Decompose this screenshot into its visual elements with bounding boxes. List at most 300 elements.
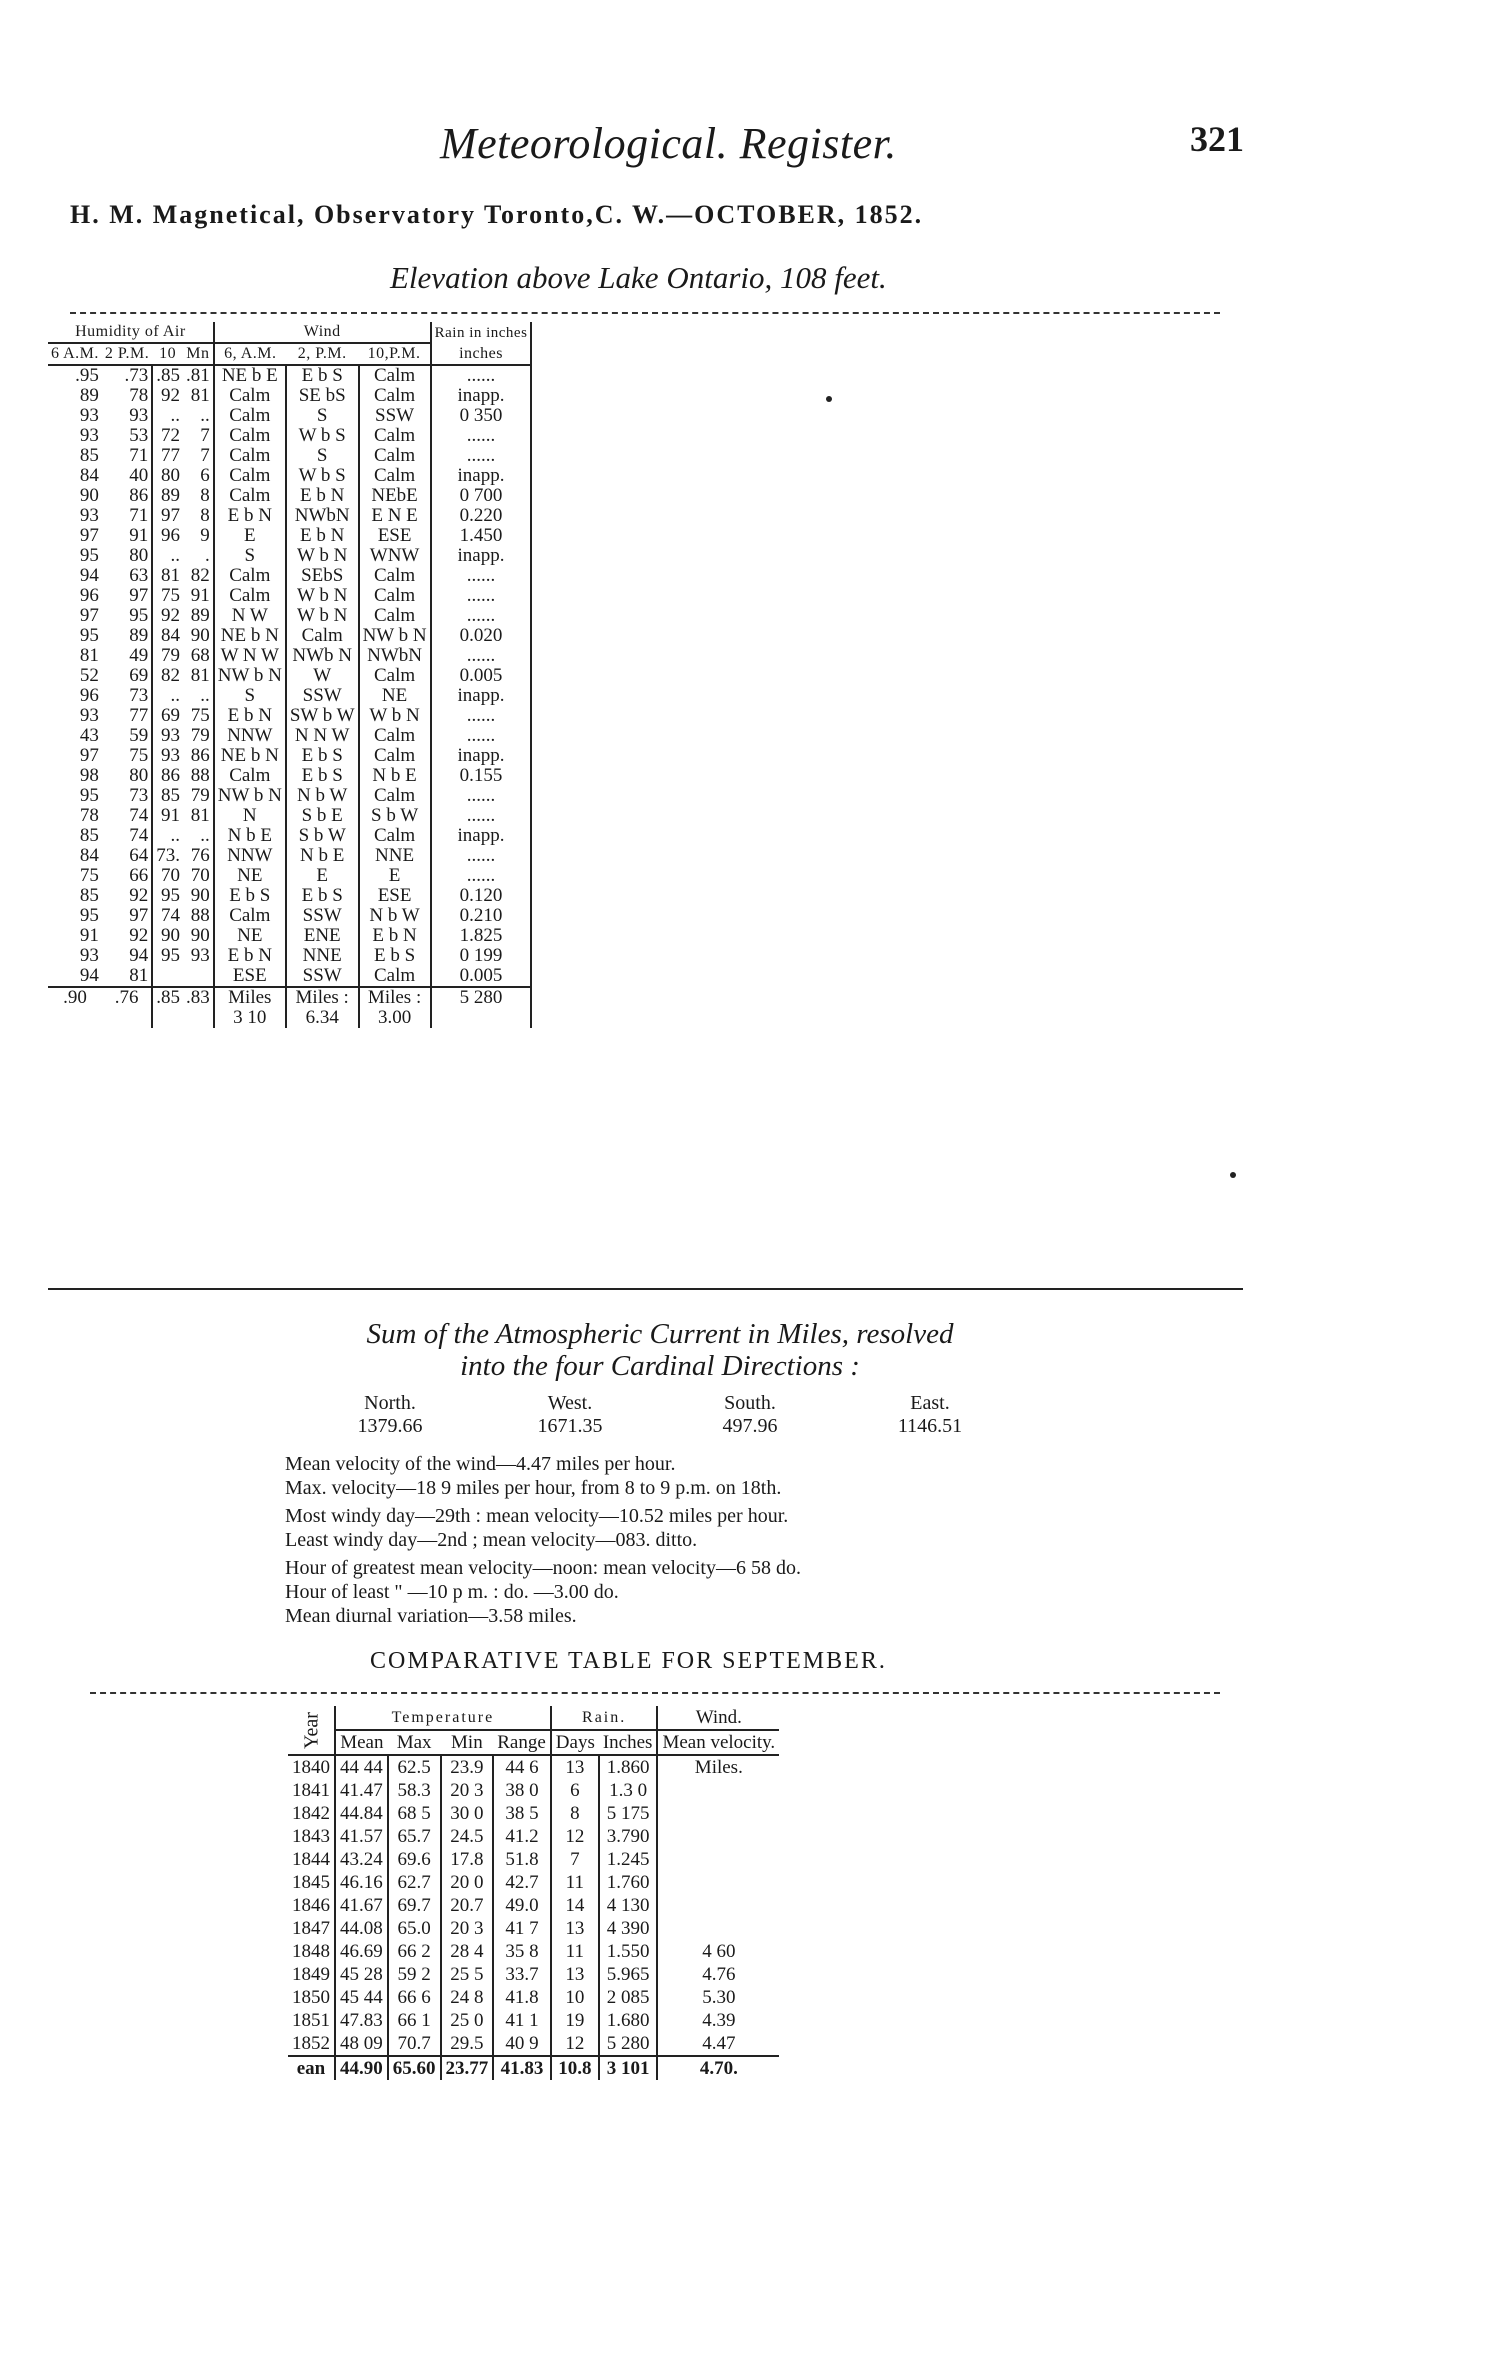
register-cell: NW b N (359, 626, 431, 646)
register-cell: 85 (161, 785, 181, 806)
comparative-cell: 44 6 (493, 1755, 551, 1779)
comparative-column-header: Min (451, 1732, 483, 1753)
register-cell: 79 (183, 726, 214, 746)
register-cell: NW b N (214, 666, 286, 686)
register-cell: 95 (102, 606, 152, 626)
register-column-header: inches (431, 343, 532, 365)
comparative-mean-cell: 41.83 (493, 2056, 551, 2080)
register-cell: 0.210 (431, 906, 532, 926)
register-cell: 1.450 (431, 526, 532, 546)
register-cell: 86 (161, 765, 181, 786)
register-cell: 84 (79, 465, 99, 486)
register-cell: 63 (102, 566, 152, 586)
comparative-cell: 25 0 (441, 2009, 494, 2032)
comparative-cell: 41 1 (493, 2009, 551, 2032)
comparative-cell: 46.16 (335, 1871, 388, 1894)
register-cell: 68 (183, 646, 214, 666)
register-row (48, 606, 531, 626)
register-total-cell (102, 1008, 152, 1028)
register-cell: .. (170, 825, 181, 846)
comparative-row (288, 1871, 779, 1894)
comparative-cell: 11 (551, 1940, 599, 1963)
register-cell: . (183, 546, 214, 566)
register-cell: .85 (156, 365, 181, 386)
register-cell: 72 (161, 425, 181, 446)
comparative-cell: 38 5 (493, 1802, 551, 1825)
register-cell: SSW (359, 406, 431, 426)
register-cell: N (214, 806, 286, 826)
comparative-cell: 45 28 (335, 1963, 388, 1986)
register-column-header: 10 (152, 343, 183, 365)
comparative-cell: 48 09 (335, 2032, 388, 2056)
register-cell: 90 (183, 626, 214, 646)
register-cell: .. (170, 685, 181, 706)
register-cell: 95 (79, 545, 99, 566)
register-cell: W b N (286, 586, 359, 606)
register-cell: 94 (79, 565, 99, 586)
register-cell: E (286, 866, 359, 886)
register-total-cell: .90 (48, 987, 102, 1008)
register-total-cell: 5 280 (431, 987, 532, 1008)
comparative-cell (657, 1825, 779, 1848)
register-total-cell: Miles : (286, 987, 359, 1008)
register-column-header: 2, P.M. (286, 343, 359, 365)
comparative-cell: 5 175 (599, 1802, 658, 1825)
wind-note: Mean velocity of the wind—4.47 miles per hour. (285, 1453, 676, 1475)
register-total-cell: Miles : (359, 987, 431, 1008)
comparative-cell: 24.5 (441, 1825, 494, 1848)
register-cell: NWbN (359, 646, 431, 666)
comparative-row (288, 1802, 779, 1825)
comparative-cell: 1846 (288, 1894, 335, 1917)
comparative-cell: 5 280 (599, 2032, 658, 2056)
register-cell: 82 (161, 665, 181, 686)
register-row (48, 546, 531, 566)
register-cell: Calm (359, 726, 431, 746)
comparative-table-wrap (288, 1706, 779, 2080)
register-cell: 74 (102, 826, 152, 846)
comparative-cell: 43.24 (335, 1848, 388, 1871)
comparative-cell (657, 1917, 779, 1940)
comparative-cell: 62.5 (388, 1755, 441, 1779)
register-cell: S b E (286, 806, 359, 826)
register-total-cell: .85 (152, 987, 183, 1008)
register-cell: ESE (359, 526, 431, 546)
register-cell: 75 (183, 706, 214, 726)
register-cell: 40 (102, 466, 152, 486)
register-cell: 93 (79, 945, 99, 966)
register-cell: E b N (214, 946, 286, 966)
register-cell: E b S (286, 746, 359, 766)
register-cell: 88 (183, 766, 214, 786)
register-cell: 92 (102, 926, 152, 946)
comparative-cell: 68 5 (388, 1802, 441, 1825)
register-cell: W b N (286, 606, 359, 626)
register-total-cell (183, 1008, 214, 1028)
register-cell: 95 (161, 945, 181, 966)
register-column-header: 10,P.M. (359, 343, 431, 365)
register-cell: Calm (214, 406, 286, 426)
register-cell: ...... (431, 706, 532, 726)
comparative-cell: 42.7 (493, 1871, 551, 1894)
comparative-row (288, 1779, 779, 1802)
register-row (48, 826, 531, 846)
register-total-cell (431, 1008, 532, 1028)
register-cell: NWbN (286, 506, 359, 526)
register-cell: E b N (359, 926, 431, 946)
register-cell: S (286, 446, 359, 466)
register-cell: NW b N (214, 786, 286, 806)
register-cell: 97 (102, 906, 152, 926)
register-cell: 89 (161, 485, 181, 506)
comparative-cell: 4 60 (702, 1941, 736, 1962)
register-cell (152, 966, 183, 987)
summary-title-line1: Sum of the Atmospheric Current in Miles, resolved (366, 1318, 954, 1350)
register-cell: 1.825 (431, 926, 532, 946)
comparative-cell: 65.7 (388, 1825, 441, 1848)
register-row (48, 446, 531, 466)
register-cell: 9 (183, 526, 214, 546)
register-cell: inapp. (431, 826, 532, 846)
register-row (48, 906, 531, 926)
comparative-cell: 20 3 (441, 1779, 494, 1802)
register-cell: 92 (161, 385, 181, 406)
register-cell: 93 (102, 406, 152, 426)
comparative-cell: 13 (551, 1755, 599, 1779)
register-cell: 91 (161, 805, 181, 826)
register-row (48, 966, 531, 987)
register-cell: Calm (214, 426, 286, 446)
register-cell: NWb N (286, 646, 359, 666)
register-cell: E b S (286, 365, 359, 386)
register-cell: S (214, 546, 286, 566)
comparative-cell (657, 1802, 779, 1825)
register-cell: NNE (359, 846, 431, 866)
register-row (48, 566, 531, 586)
comparative-mean-cell: 10.8 (551, 2056, 599, 2080)
register-bottom-rule (48, 1288, 1243, 1290)
register-cell: 92 (102, 886, 152, 906)
register-cell: 85 (79, 825, 99, 846)
register-cell: 7 (183, 446, 214, 466)
comparative-column-header: Mean (340, 1732, 384, 1753)
register-cell: 94 (79, 965, 99, 986)
direction-value: 1379.66 (357, 1415, 423, 1437)
register-cell: W b N (286, 546, 359, 566)
register-cell: ...... (431, 806, 532, 826)
register-cell: inapp. (431, 386, 532, 406)
register-cell: Calm (359, 746, 431, 766)
register-row (48, 426, 531, 446)
comparative-row (288, 1940, 779, 1963)
comparative-cell (657, 1871, 779, 1894)
register-cell: E b N (286, 526, 359, 546)
comparative-cell: 2 085 (599, 1986, 658, 2009)
comparative-cell (657, 1848, 779, 1871)
register-cell: 84 (161, 625, 181, 646)
register-cell: 81 (183, 666, 214, 686)
register-cell: 97 (102, 586, 152, 606)
register-row (48, 786, 531, 806)
direction-label: West. (547, 1392, 593, 1414)
register-cell: 80 (102, 546, 152, 566)
comparative-column-header: Max (396, 1732, 432, 1753)
register-cell: N b E (286, 846, 359, 866)
register-total-cell: .76 (102, 987, 152, 1008)
comparative-cell: 5.30 (702, 1987, 736, 2008)
register-cell: 90 (183, 886, 214, 906)
comparative-cell: 24 8 (441, 1986, 494, 2009)
register-row (48, 506, 531, 526)
comparative-cell: 4.47 (702, 2033, 736, 2054)
comparative-cell: 1.860 (599, 1755, 658, 1779)
register-cell: 77 (161, 445, 181, 466)
register-cell: 81 (183, 806, 214, 826)
comparative-cell: 40 9 (493, 2032, 551, 2056)
comparative-cell: 59 2 (388, 1963, 441, 1986)
comparative-cell: 1852 (288, 2032, 335, 2056)
register-cell: NE b N (214, 626, 286, 646)
register-row (48, 706, 531, 726)
register-cell: ...... (431, 846, 532, 866)
register-row (48, 866, 531, 886)
direction-label: South. (724, 1392, 776, 1414)
register-cell: E (214, 526, 286, 546)
register-cell: 91 (102, 526, 152, 546)
register-cell: E b S (286, 886, 359, 906)
register-row (48, 926, 531, 946)
register-cell: E b S (359, 946, 431, 966)
comparative-cell: 41.2 (493, 1825, 551, 1848)
register-cell: 84 (79, 845, 99, 866)
comparative-cell: 20 3 (441, 1917, 494, 1940)
register-total-cell: 6.34 (286, 1008, 359, 1028)
register-row (48, 846, 531, 866)
register-cell: Calm (359, 365, 431, 386)
speck-mark (826, 396, 832, 402)
wind-note: Max. velocity—18 9 miles per hour, from 8 to 9 p.m. on 18th. (285, 1477, 782, 1499)
register-row (48, 646, 531, 666)
register-cell: 75 (161, 585, 181, 606)
comparative-cell: 38 0 (493, 1779, 551, 1802)
register-cell: 66 (102, 866, 152, 886)
comparative-cell (657, 1779, 779, 1802)
comparative-top-rule (90, 1692, 1220, 1694)
register-cell: 82 (183, 566, 214, 586)
register-cell: inapp. (431, 686, 532, 706)
comparative-cell: 51.8 (493, 1848, 551, 1871)
comparative-cell: 6 (551, 1779, 599, 1802)
register-cell: NNW (214, 726, 286, 746)
register-row (48, 806, 531, 826)
register-cell: 52 (79, 665, 99, 686)
register-cell: 81 (161, 565, 181, 586)
register-totals-row (48, 1008, 531, 1028)
comparative-cell: 29.5 (441, 2032, 494, 2056)
register-cell: ...... (431, 566, 532, 586)
register-cell: Calm (359, 586, 431, 606)
comparative-cell: 66 2 (388, 1940, 441, 1963)
register-row (48, 486, 531, 506)
register-cell: 93 (161, 725, 181, 746)
register-cell: Calm (359, 606, 431, 626)
comparative-row (288, 1848, 779, 1871)
wind-note: Hour of greatest mean velocity—noon: mean velocity—6 58 do. (285, 1557, 801, 1579)
register-cell: 92 (161, 605, 181, 626)
register-cell: W b S (286, 466, 359, 486)
register-total-cell: 3.00 (359, 1008, 431, 1028)
register-cell: 93 (79, 405, 99, 426)
register-cell: 77 (102, 706, 152, 726)
speck-mark-2 (1230, 1172, 1236, 1178)
comparative-cell: 46.69 (335, 1940, 388, 1963)
comparative-cell: 17.8 (441, 1848, 494, 1871)
register-cell: N N W (286, 726, 359, 746)
comparative-cell: 1.680 (599, 2009, 658, 2032)
register-cell: 97 (79, 745, 99, 766)
register-cell: Calm (359, 826, 431, 846)
comparative-mean-cell: 4.70. (657, 2056, 779, 2080)
register-cell: Calm (286, 626, 359, 646)
register-cell: ...... (431, 586, 532, 606)
register-cell: NNE (286, 946, 359, 966)
register-cell: 93 (161, 745, 181, 766)
register-cell: 95 (79, 905, 99, 926)
register-cell: 88 (183, 906, 214, 926)
register-cell: .. (183, 686, 214, 706)
wind-note: Mean diurnal variation—3.58 miles. (285, 1605, 577, 1627)
register-cell: 96 (79, 585, 99, 606)
register-row (48, 406, 531, 426)
direction-label: North. (364, 1392, 416, 1414)
cardinal-directions (300, 1392, 1020, 1438)
register-totals-row (48, 987, 531, 1008)
register-cell: 0.155 (431, 766, 532, 786)
register-cell: S (286, 406, 359, 426)
comparative-cell: 14 (551, 1894, 599, 1917)
comparative-row (288, 1917, 779, 1940)
register-cell: 70 (183, 866, 214, 886)
register-cell: 85 (79, 885, 99, 906)
comparative-cell: 8 (551, 1802, 599, 1825)
register-cell: 73. (156, 845, 181, 866)
comparative-cell: 62.7 (388, 1871, 441, 1894)
register-cell: Calm (359, 786, 431, 806)
register-cell: .73 (102, 365, 152, 386)
register-total-cell: Miles (214, 987, 286, 1008)
comparative-cell: 28 4 (441, 1940, 494, 1963)
register-table-wrap (48, 322, 532, 1028)
register-cell: ENE (286, 926, 359, 946)
comparative-column-header: Inches (599, 1730, 658, 1755)
top-rule (70, 312, 1220, 314)
register-cell: N b W (286, 786, 359, 806)
direction-label: East. (910, 1392, 950, 1414)
register-cell: N b E (359, 766, 431, 786)
register-row (48, 726, 531, 746)
register-cell: Calm (359, 446, 431, 466)
register-cell: NNW (214, 846, 286, 866)
register-column-header: 6 A.M. (48, 343, 102, 365)
comparative-mean-row (288, 2056, 779, 2080)
comparative-title: COMPARATIVE TABLE FOR SEPTEMBER. (370, 1648, 887, 1674)
register-cell: 97 (79, 525, 99, 546)
register-cell: 53 (102, 426, 152, 446)
comparative-cell: 13 (551, 1963, 599, 1986)
comparative-row (288, 1825, 779, 1848)
register-cell: .. (170, 545, 181, 566)
register-cell: 81 (79, 645, 99, 666)
register-cell: NE (214, 926, 286, 946)
comparative-mean-cell: 65.60 (388, 2056, 441, 2080)
register-cell: ESE (359, 886, 431, 906)
register-cell: E b S (214, 886, 286, 906)
register-cell: ...... (431, 365, 532, 386)
year-header: Year (288, 1706, 335, 1755)
register-column-header: Mn (183, 343, 214, 365)
register-cell: 95 (161, 885, 181, 906)
comparative-cell: 1840 (288, 1755, 335, 1779)
register-cell: Calm (359, 666, 431, 686)
comparative-cell: 19 (551, 2009, 599, 2032)
register-row (48, 466, 531, 486)
comparative-row (288, 1963, 779, 1986)
register-cell: ...... (431, 646, 532, 666)
register-cell: Calm (214, 586, 286, 606)
register-cell: SEbS (286, 566, 359, 586)
register-cell: 69 (161, 705, 181, 726)
register-cell: 64 (102, 846, 152, 866)
register-cell: 95 (79, 625, 99, 646)
register-cell: 78 (79, 805, 99, 826)
register-cell: ...... (431, 426, 532, 446)
register-cell: 95 (79, 785, 99, 806)
register-cell: N W (214, 606, 286, 626)
register-cell: W b N (359, 706, 431, 726)
comparative-cell: 69.6 (388, 1848, 441, 1871)
register-cell (183, 966, 214, 987)
register-cell: 74 (102, 806, 152, 826)
register-cell: 59 (102, 726, 152, 746)
register-cell: S b W (286, 826, 359, 846)
register-cell: NE (359, 686, 431, 706)
register-cell: N b W (359, 906, 431, 926)
comparative-cell: 1849 (288, 1963, 335, 1986)
register-cell: E N E (359, 506, 431, 526)
register-cell: 8 (183, 506, 214, 526)
comparative-cell: 4 390 (599, 1917, 658, 1940)
comparative-cell: 1.760 (599, 1871, 658, 1894)
register-cell: .81 (183, 365, 214, 386)
comparative-cell: 1.3 0 (599, 1779, 658, 1802)
register-total-cell (152, 1008, 183, 1028)
comparative-cell: 44.84 (335, 1802, 388, 1825)
register-cell: SSW (286, 686, 359, 706)
comparative-cell: 1.245 (599, 1848, 658, 1871)
register-cell: SSW (286, 966, 359, 987)
comparative-cell: 35 8 (493, 1940, 551, 1963)
wind-units-label: Miles. (694, 1757, 743, 1778)
comparative-cell: 1841 (288, 1779, 335, 1802)
comparative-cell: 47.83 (335, 2009, 388, 2032)
register-row (48, 526, 531, 546)
register-table (48, 322, 532, 1028)
register-cell: Calm (214, 386, 286, 406)
comparative-cell (657, 1894, 779, 1917)
register-cell: W (286, 666, 359, 686)
register-cell: Calm (214, 906, 286, 926)
wind-group-header: Wind. (657, 1706, 779, 1730)
